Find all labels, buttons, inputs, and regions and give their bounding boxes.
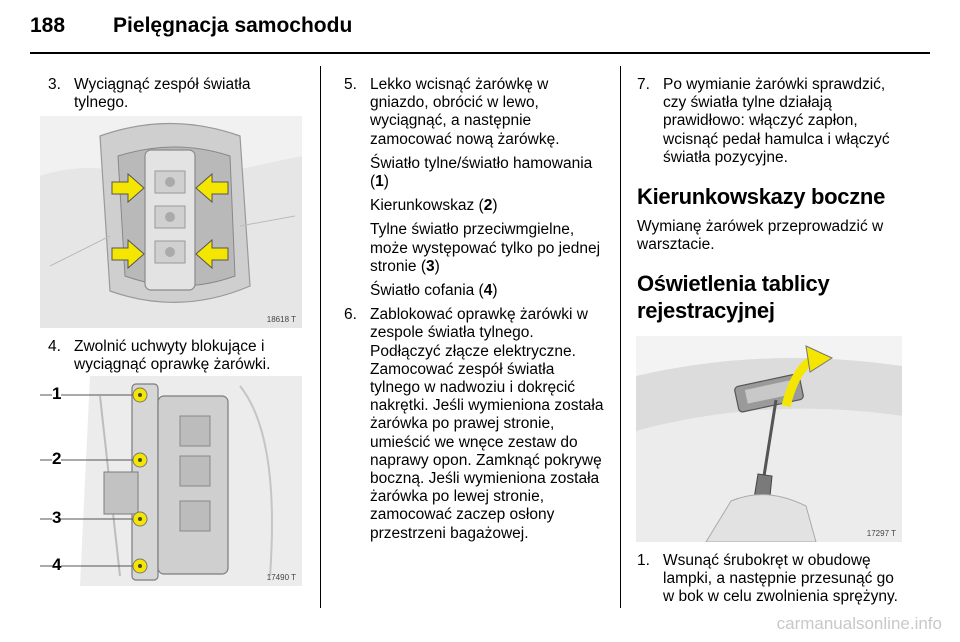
step-text: Zablokować oprawkę żarówki w zespole światła tylnego. Podłączyć złącze elektryczne. Zamocować zespół światła tylnego w nadwoziu i dokręcić nakrętki. Jeśli wymieniona została żarówka po prawej stronie, umieścić we wnęce zestaw do naprawy opon. Zamknąć pokrywę boczną. Jeśli wymieniona została żarówka po lewej stronie, zamocować zaczep osłony przestrzeni bagażowej. <box>370 306 604 542</box>
bulb-item-4: Światło cofania (4) <box>370 282 498 300</box>
bulb-holder-illustration <box>40 376 302 586</box>
step-1 <box>637 552 909 607</box>
bulb-item-2: Kierunkowskaz (2) <box>370 197 498 215</box>
page-title: Pielęgnacja samochodu <box>113 14 353 37</box>
step-number: 4. <box>48 338 61 355</box>
step-number: 7. <box>637 76 650 93</box>
step-number: 6. <box>344 306 357 324</box>
step-text: Po wymianie żarówki sprawdzić, czy światła tylne działają prawidłowo: włączyć zapłon, wcisnąć pedał hamulca i włączyć światła pozycyjne. <box>663 76 890 166</box>
bulb-item-3: Tylne światło przeciwmgielne, może występować tylko po jednej stronie (3) <box>370 221 601 275</box>
step-4 <box>48 338 293 374</box>
column-1-lower <box>48 338 293 374</box>
page-header <box>30 14 352 38</box>
step-number: 3. <box>48 76 61 93</box>
watermark: carmanualsonline.info <box>776 614 942 633</box>
figure-code: 18618 T <box>266 315 296 324</box>
callout-label-4: 4 <box>52 555 62 574</box>
tail-light-illustration <box>40 116 302 328</box>
column-3-lower <box>637 552 909 607</box>
step-text: Wyciągnąć zespół światła tylnego. <box>74 76 251 112</box>
heading-license-plate-lights: Oświetlenia tablicy rejestracyjnej <box>637 271 830 324</box>
figure-code: 17297 T <box>866 529 896 538</box>
column-divider-2 <box>620 66 621 608</box>
column-1 <box>48 76 293 112</box>
step-6 <box>344 306 606 543</box>
figure-code: 17490 T <box>266 573 296 582</box>
column-divider-1 <box>320 66 321 608</box>
column-3 <box>637 76 909 324</box>
step-text: Wsunąć śrubokręt w obudowę lampki, a następnie przesunąć go w bok w celu zwolnienia sprężyny. <box>663 552 898 606</box>
header-rule <box>30 52 930 54</box>
page-number: 188 <box>30 14 66 37</box>
step-3 <box>48 76 293 112</box>
column-2 <box>344 76 606 543</box>
step-5 <box>344 76 606 149</box>
callout-label-2: 2 <box>52 449 62 468</box>
heading-side-indicators: Kierunkowskazy boczne <box>637 184 886 210</box>
step-text: Lekko wcisnąć żarówkę w gniazdo, obrócić w lewo, wyciągnąć, a następnie zamocować nową żarówkę. <box>370 76 560 148</box>
callout-label-3: 3 <box>52 508 62 527</box>
step-text: Zwolnić uchwyty blokujące i wyciągnąć oprawkę żarówki. <box>74 338 271 374</box>
callout-label-1: 1 <box>52 384 62 403</box>
side-indicators-text: Wymianę żarówek przeprowadzić w warsztacie. <box>637 218 884 254</box>
step-7 <box>637 76 909 167</box>
step-number: 1. <box>637 552 650 569</box>
step-number: 5. <box>344 76 357 93</box>
bulb-item-1: Światło tylne/światło hamowania (1) <box>370 154 593 191</box>
license-plate-light-illustration <box>636 336 902 542</box>
